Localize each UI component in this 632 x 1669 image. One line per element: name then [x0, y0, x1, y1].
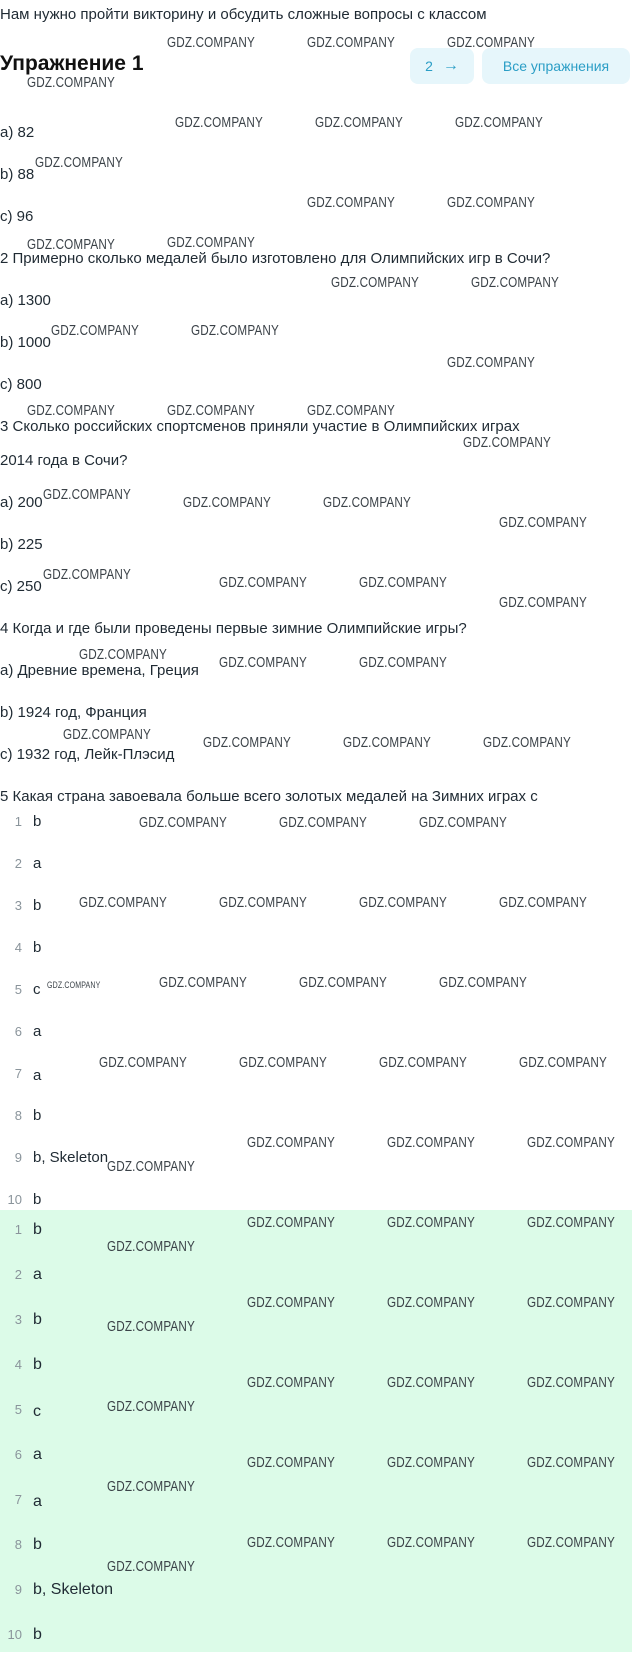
answer-value: b: [33, 1311, 42, 1328]
q3-question-line1: 3 Сколько российских спортсменов приняли участие в Олимпийских играх: [0, 418, 520, 435]
watermark: GDZ.COMPANY: [359, 574, 447, 591]
watermark: GDZ.COMPANY: [35, 154, 123, 171]
answer-row: [0, 898, 632, 940]
q4-question: 4 Когда и где были проведены первые зимние Олимпийские игры?: [0, 620, 467, 637]
q1-option-a: a) 82: [0, 124, 35, 141]
next-exercise-label: 2: [425, 58, 433, 74]
watermark: GDZ.COMPANY: [43, 566, 131, 583]
watermark: GDZ.COMPANY: [79, 646, 167, 663]
watermark: GDZ.COMPANY: [63, 726, 151, 743]
watermark: GDZ.COMPANY: [499, 894, 587, 911]
answer-number: 3: [14, 898, 22, 913]
watermark: GDZ.COMPANY: [107, 1478, 195, 1495]
watermark: GDZ.COMPANY: [387, 1374, 475, 1391]
answer-value: b: [33, 1356, 42, 1373]
watermark: GDZ.COMPANY: [183, 494, 271, 511]
watermark: GDZ.COMPANY: [323, 494, 411, 511]
watermark: GDZ.COMPANY: [51, 322, 139, 339]
answer-number: 10: [7, 1192, 22, 1207]
watermark: GDZ.COMPANY: [159, 974, 247, 991]
watermark: GDZ.COMPANY: [527, 1294, 615, 1311]
watermark: GDZ.COMPANY: [387, 1534, 475, 1551]
answer-number: 3: [14, 1312, 22, 1327]
answer-row: [0, 1024, 632, 1066]
answer-value: b: [33, 939, 42, 956]
watermark: GDZ.COMPANY: [107, 1398, 195, 1415]
q1-option-b: b) 88: [0, 166, 35, 183]
answer-row: [0, 1537, 632, 1579]
answer-number: 2: [14, 856, 22, 871]
answer-value: b: [33, 1626, 42, 1643]
answer-number: 2: [14, 1267, 22, 1282]
watermark: GDZ.COMPANY: [447, 34, 535, 51]
answer-row: [0, 1312, 632, 1354]
answer-value: c: [33, 1403, 41, 1420]
watermark: GDZ.COMPANY: [107, 1158, 195, 1175]
watermark: GDZ.COMPANY: [471, 274, 559, 291]
answer-row: [0, 856, 632, 898]
answer-value: b: [33, 1536, 42, 1553]
answer-row: [0, 940, 632, 982]
watermark: GDZ.COMPANY: [447, 354, 535, 371]
answer-row: [0, 1150, 632, 1192]
watermark: GDZ.COMPANY: [239, 1054, 327, 1071]
watermark: GDZ.COMPANY: [247, 1374, 335, 1391]
answer-number: 6: [14, 1447, 22, 1462]
watermark: GDZ.COMPANY: [343, 734, 431, 751]
answer-row: [0, 1222, 632, 1264]
watermark: GDZ.COMPANY: [455, 114, 543, 131]
answer-value: a: [33, 1446, 42, 1463]
next-exercise-button[interactable]: [410, 48, 474, 84]
all-exercises-button[interactable]: Все упражнения: [482, 48, 630, 84]
watermark: GDZ.COMPANY: [167, 402, 255, 419]
watermark: GDZ.COMPANY: [527, 1214, 615, 1231]
answer-number: 5: [14, 1402, 22, 1417]
watermark: GDZ.COMPANY: [359, 654, 447, 671]
answer-row: [0, 1627, 632, 1669]
answer-row: [0, 814, 632, 856]
watermark: GDZ.COMPANY: [279, 814, 367, 831]
answer-value: b: [33, 897, 42, 914]
answer-number: 9: [14, 1150, 22, 1165]
answer-row: [0, 982, 632, 1024]
watermark: GDZ.COMPANY: [175, 114, 263, 131]
watermark: GDZ.COMPANY: [387, 1214, 475, 1231]
answer-value: b, Skeleton: [33, 1149, 109, 1166]
answer-row: [0, 1447, 632, 1489]
watermark: GDZ.COMPANY: [107, 1318, 195, 1335]
answer-row: [0, 1492, 632, 1534]
watermark: GDZ.COMPANY: [203, 734, 291, 751]
q1-option-c: c) 96: [0, 208, 34, 225]
answer-row: [0, 1357, 632, 1399]
answer-value: a: [33, 1067, 42, 1084]
answer-number: 10: [7, 1627, 22, 1642]
answer-row: [0, 1267, 632, 1309]
watermark: GDZ.COMPANY: [447, 194, 535, 211]
watermark: GDZ.COMPANY: [419, 814, 507, 831]
watermark: GDZ.COMPANY: [439, 974, 527, 991]
answer-value: c: [33, 981, 41, 998]
answer-value: a: [33, 855, 42, 872]
watermark: GDZ.COMPANY: [191, 322, 279, 339]
answer-number: 1: [14, 814, 22, 829]
watermark: GDZ.COMPANY: [27, 236, 115, 253]
watermark: GDZ.COMPANY: [107, 1558, 195, 1575]
watermark: GDZ.COMPANY: [299, 974, 387, 991]
arrow-right-icon: →: [442, 57, 459, 74]
watermark: GDZ.COMPANY: [359, 894, 447, 911]
q4-option-c: c) 1932 год, Лейк-Плэсид: [0, 746, 175, 763]
watermark: GDZ.COMPANY: [527, 1454, 615, 1471]
answer-row: [0, 1108, 632, 1150]
answer-value: a: [33, 1023, 42, 1040]
clipped-text-line: [0, 90, 420, 96]
watermark: GDZ.COMPANY: [219, 894, 307, 911]
answer-value: a: [33, 1266, 42, 1283]
q4-option-b: b) 1924 год, Франция: [0, 704, 147, 721]
watermark: GDZ.COMPANY: [139, 814, 227, 831]
watermark: GDZ.COMPANY: [43, 486, 131, 503]
answer-value: a: [33, 1493, 42, 1510]
q3-question-line2: 2014 года в Сочи?: [0, 452, 128, 469]
watermark: GDZ.COMPANY: [499, 594, 587, 611]
q2-option-c: c) 800: [0, 376, 42, 393]
q3-option-a: a) 200: [0, 494, 43, 511]
watermark: GDZ.COMPANY: [387, 1134, 475, 1151]
watermark: GDZ.COMPANY: [247, 1294, 335, 1311]
watermark: GDZ.COMPANY: [527, 1134, 615, 1151]
answer-number: 4: [14, 1357, 22, 1372]
q5-question: 5 Какая страна завоевала больше всего золотых медалей на Зимних играх с: [0, 788, 538, 805]
watermark: GDZ.COMPANY: [331, 274, 419, 291]
answer-number: 7: [14, 1492, 22, 1507]
watermark: GDZ.COMPANY: [387, 1294, 475, 1311]
q2-option-b: b) 1000: [0, 334, 51, 351]
answer-value: b: [33, 1107, 42, 1124]
q2-question: 2 Примерно сколько медалей было изготовлено для Олимпийских игр в Сочи?: [0, 250, 551, 267]
watermark: GDZ.COMPANY: [167, 234, 255, 251]
watermark: GDZ.COMPANY: [247, 1534, 335, 1551]
answer-number: 4: [14, 940, 22, 955]
watermark: GDZ.COMPANY: [99, 1054, 187, 1071]
q3-option-b: b) 225: [0, 536, 43, 553]
answer-value: b: [33, 1221, 42, 1238]
watermark: GDZ.COMPANY: [315, 114, 403, 131]
highlighted-answers-panel: [0, 1210, 632, 1652]
watermark: GDZ.COMPANY: [27, 74, 115, 91]
answer-row: [0, 1066, 632, 1108]
page-title: Упражнение 1: [0, 52, 144, 75]
q2-option-a: a) 1300: [0, 292, 51, 309]
watermark: GDZ.COMPANY: [247, 1134, 335, 1151]
q4-option-a: a) Древние времена, Греция: [0, 662, 199, 679]
answer-value: b: [33, 813, 42, 830]
answer-value: b: [33, 1191, 42, 1208]
watermark: GDZ.COMPANY: [483, 734, 571, 751]
watermark: GDZ.COMPANY: [519, 1054, 607, 1071]
watermark: GDZ.COMPANY: [527, 1534, 615, 1551]
answer-number: 8: [14, 1537, 22, 1552]
watermark: GDZ.COMPANY: [307, 402, 395, 419]
watermark: GDZ.COMPANY: [307, 34, 395, 51]
watermark: GDZ.COMPANY: [107, 1238, 195, 1255]
answer-row: [0, 1402, 632, 1444]
answer-row: [0, 1582, 632, 1624]
watermark: GDZ.COMPANY: [167, 34, 255, 51]
watermark: GDZ.COMPANY: [379, 1054, 467, 1071]
watermark: GDZ.COMPANY: [387, 1454, 475, 1471]
watermark: GDZ.COMPANY: [527, 1374, 615, 1391]
watermark: GDZ.COMPANY: [499, 514, 587, 531]
q3-option-c: c) 250: [0, 578, 42, 595]
answer-value: b, Skeleton: [33, 1581, 114, 1598]
answer-number: 6: [14, 1024, 22, 1039]
watermark: GDZ.COMPANY: [463, 434, 551, 451]
watermark: GDZ.COMPANY: [307, 194, 395, 211]
watermark: GDZ.COMPANY: [47, 980, 101, 990]
watermark: GDZ.COMPANY: [247, 1214, 335, 1231]
watermark: GDZ.COMPANY: [219, 574, 307, 591]
watermark: GDZ.COMPANY: [219, 654, 307, 671]
answer-number: 9: [14, 1582, 22, 1597]
answer-number: 1: [14, 1222, 22, 1237]
answer-number: 5: [14, 982, 22, 997]
answer-number: 8: [14, 1108, 22, 1123]
intro-text: Нам нужно пройти викторину и обсудить сложные вопросы с классом: [0, 6, 487, 23]
watermark: GDZ.COMPANY: [247, 1454, 335, 1471]
watermark: GDZ.COMPANY: [79, 894, 167, 911]
answer-number: 7: [14, 1066, 22, 1081]
watermark: GDZ.COMPANY: [27, 402, 115, 419]
